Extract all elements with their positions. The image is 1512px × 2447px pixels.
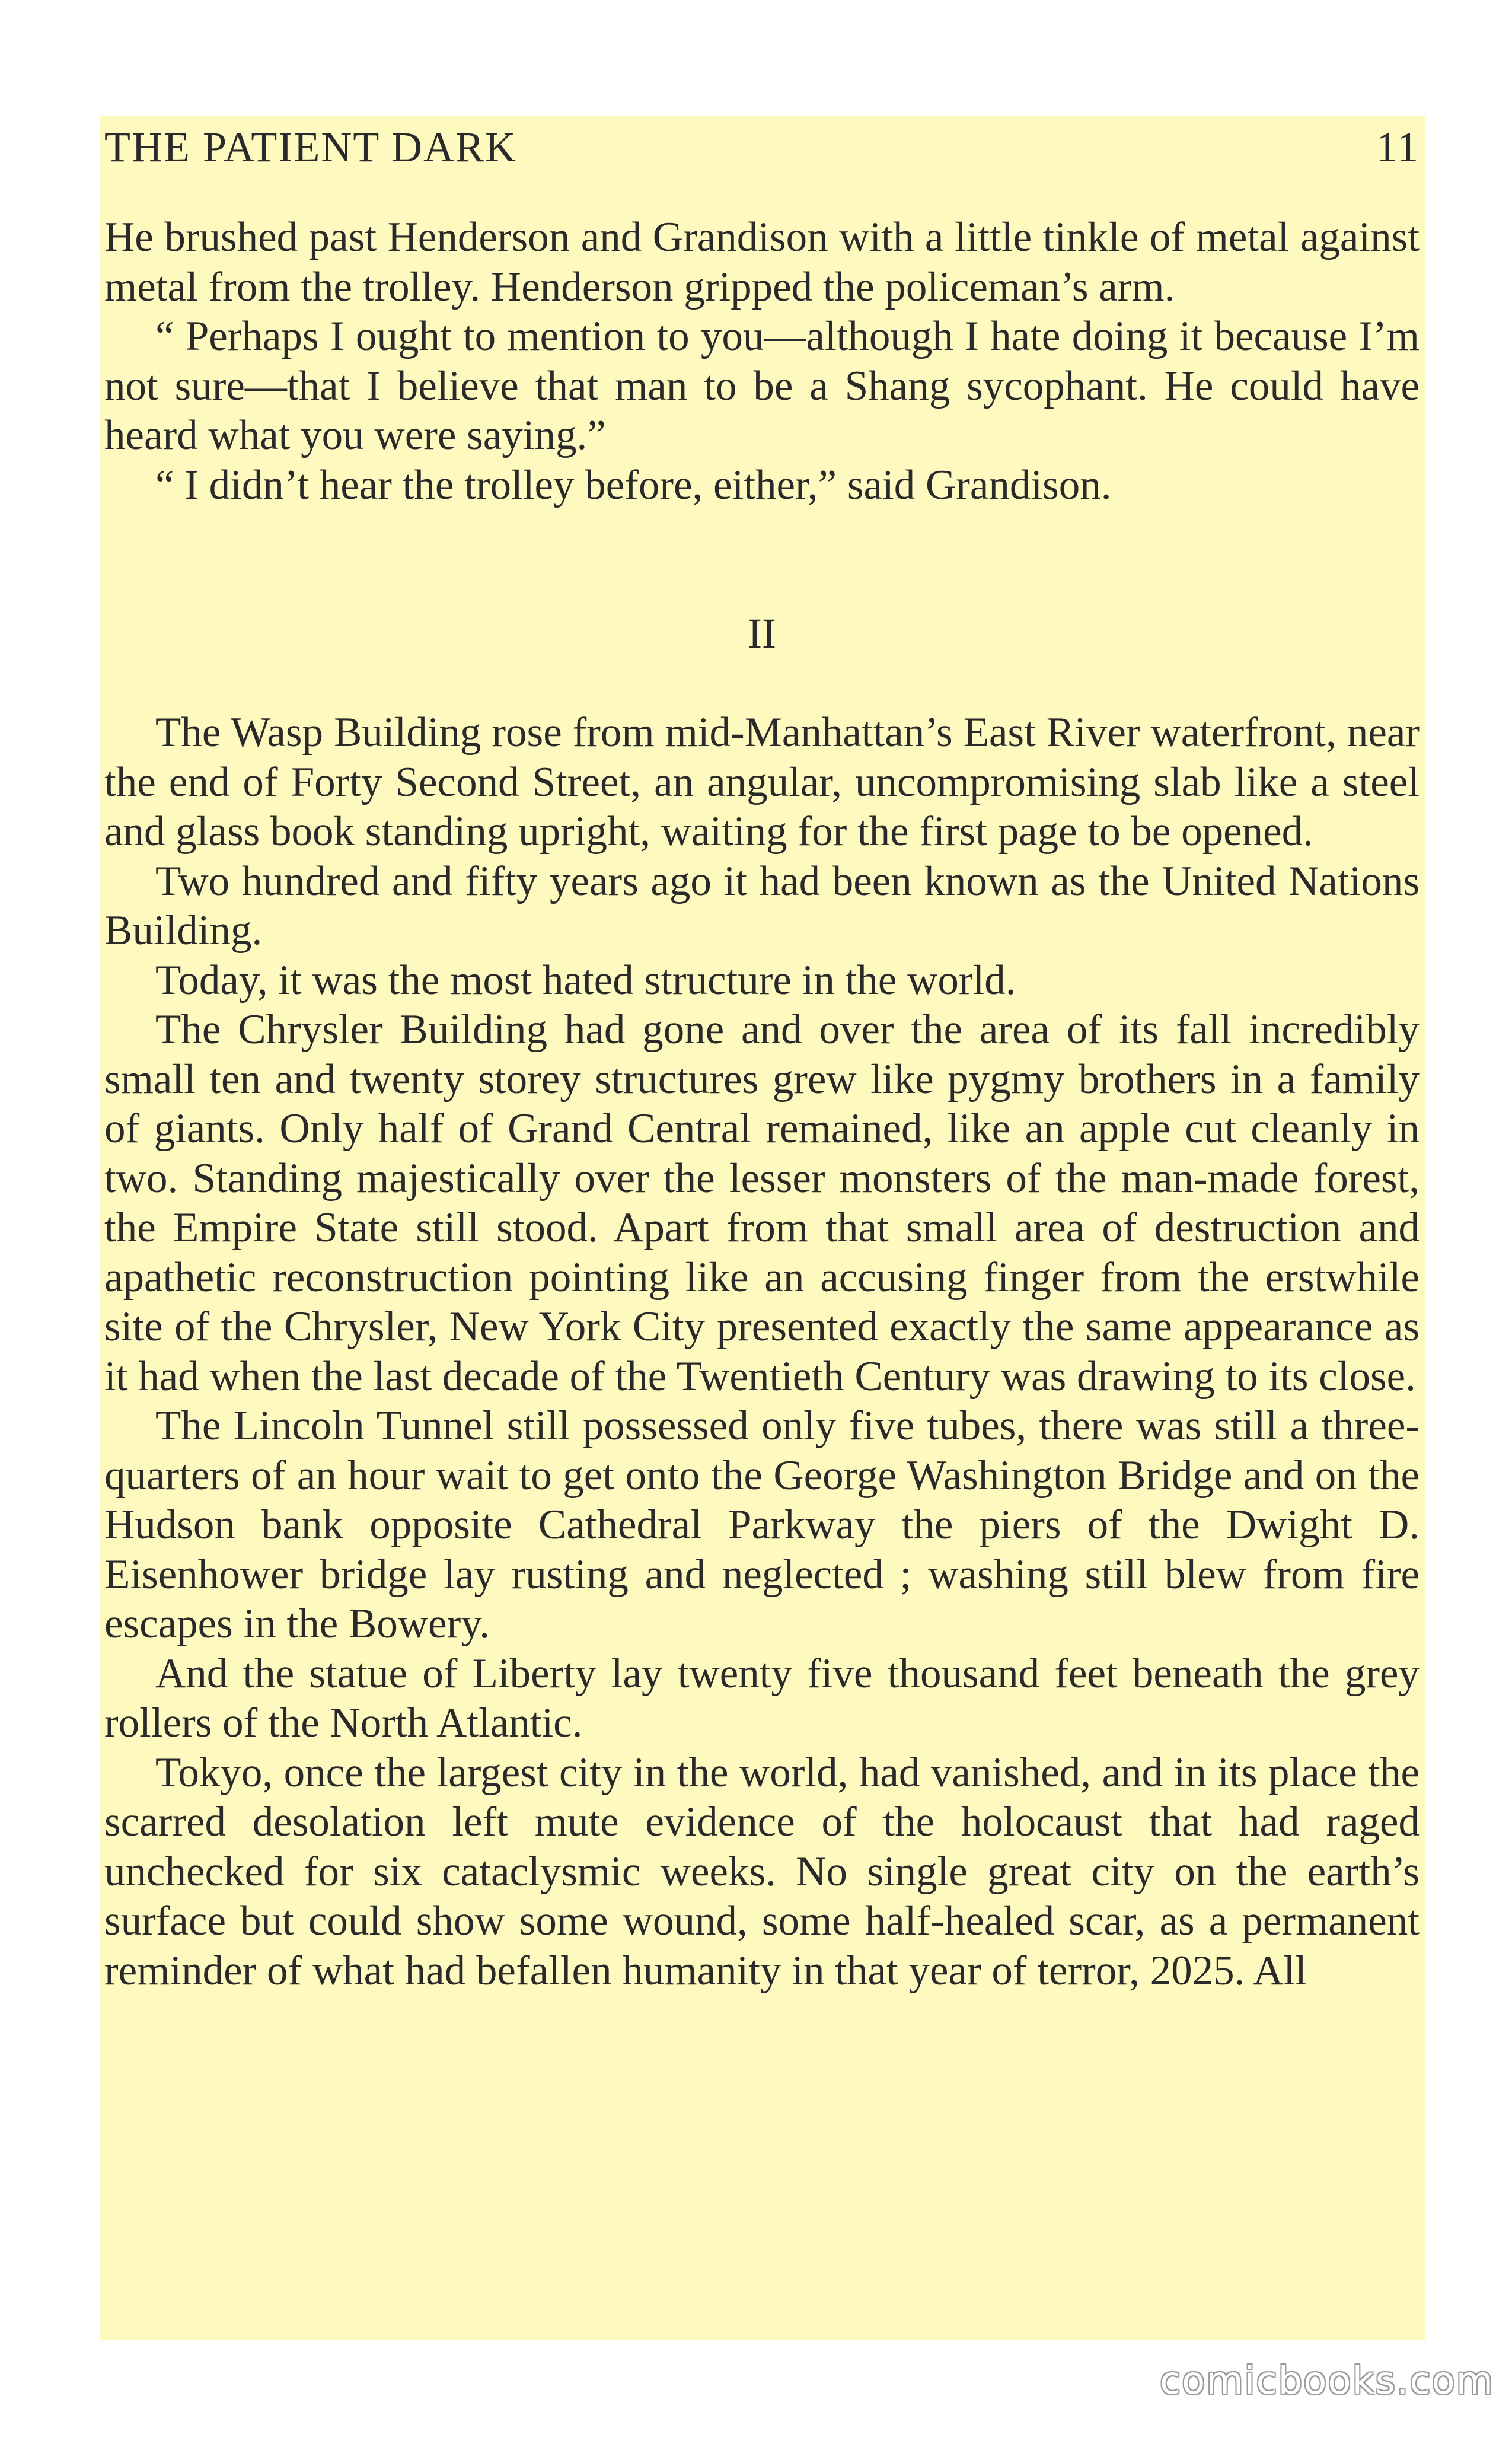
paragraph: Two hundred and fifty years ago it had been known as the United Nations Building.	[104, 858, 1420, 954]
paragraphs-before-section	[104, 213, 1420, 510]
paragraph: And the statue of Liberty lay twenty five thousand feet beneath the grey rollers of the North Atlantic.	[104, 1650, 1420, 1746]
paragraph: He brushed past Henderson and Grandison with a little tinkle of metal against metal from the trolley. Henderson gripped the policeman’s arm.	[104, 214, 1420, 310]
running-title: THE PATIENT DARK	[104, 123, 518, 171]
watermark: comicbooks.com	[1159, 2359, 1494, 2403]
section-heading: II	[748, 610, 776, 657]
paragraph: The Chrysler Building had gone and over the area of its fall incredibly small ten and twenty storey structures grew like pygmy brothers in a family of giants. Only half of Grand Central remained, like an apple cut cleanly in two. Standing majestically over the lesser monsters of the man-made forest, the Empire State still stood. Apart from that small area of destruction and apathetic reconstruction pointing like an accusing finger from the erstwhile site of the Chrysler, New York City presented exactly the same appearance as it had when the last decade of the Twentieth Century was drawing to its close.	[104, 1006, 1420, 1400]
paragraph: The Lincoln Tunnel still possessed only five tubes, there was still a three-quarters of an hour wait to get onto the George Washington Bridge and on the Hudson bank opposite Cathedral Parkway the piers of the Dwight D. Eisenhower bridge lay rusting and neglected ; washing still blew from fire escapes in the Bowery.	[104, 1403, 1420, 1647]
page-header	[104, 117, 1420, 177]
paragraph: The Wasp Building rose from mid-Manhattan’s East River waterfront, near the end of Forty Second Street, an angular, uncompromising slab like a steel and glass book standing upright, waiting for the first page to be opened.	[104, 709, 1420, 855]
paragraph: Today, it was the most hated structure in the world.	[155, 957, 1016, 1003]
paragraph: “ I didn’t hear the trolley before, either,” said Grandison.	[155, 461, 1112, 508]
book-page	[100, 116, 1425, 2340]
paragraph: Tokyo, once the largest city in the world, had vanished, and in its place the scarred desolation left mute evidence of the holocaust that had raged unchecked for six cataclysmic weeks. No single great city on the earth’s surface but could show some wound, some half-healed scar, as a permanent reminder of what had befallen humanity in that year of terror, 2025. All	[104, 1749, 1420, 1994]
page-number: 11	[1376, 123, 1420, 171]
paragraph: “ Perhaps I ought to mention to you—although I hate doing it because I’m not sure—that I believe that man to be a Shang sycophant. He could have heard what you were saying.”	[104, 313, 1420, 458]
body-text	[104, 213, 1420, 1996]
paragraphs-after-section	[104, 708, 1420, 1996]
